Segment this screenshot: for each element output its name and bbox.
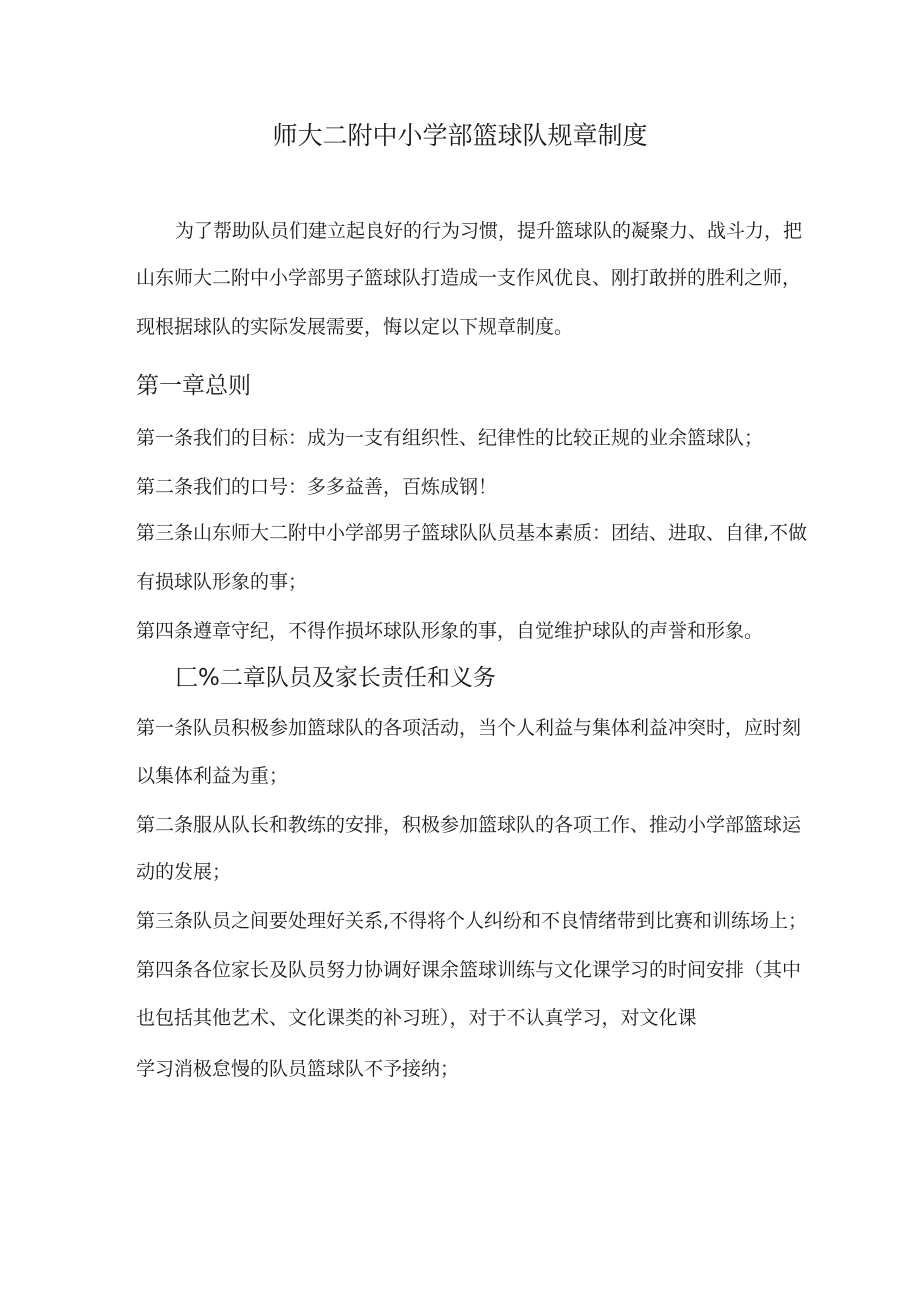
chapter-1-article-3: 第三条山东师大二附中小学部男子篮球队队员基本素质：团结、进取、自律,不做 (136, 522, 808, 544)
chapter-2-article-4: 第四条各位家长及队员努力协调好课余篮球训练与文化课学习的时间安排（其中 (136, 959, 802, 981)
chapter-2-article-1: 第一条队员积极参加篮球队的各项活动，当个人利益与集体利益冲突时，应时刻 (136, 717, 802, 739)
chapter-1-article-1: 第一条我们的目标：成为一支有组织性、纪律性的比较正规的业余篮球队； (136, 427, 764, 449)
intro-line-3: 现根据球队的实际发展需要，悔以定以下规章制度。 (136, 316, 574, 338)
chapter-1-heading: 第一章总则 (136, 373, 251, 399)
chapter-2-article-2-cont: 动的发展； (136, 861, 232, 883)
chapter-2-article-2: 第二条服从队长和教练的安排，积极参加篮球队的各项工作、推动小学部篮球运 (136, 814, 802, 836)
chapter-2-heading: 匚%二章队员及家长责任和义务 (175, 665, 496, 691)
chapter-1-article-4: 第四条遵章守纪，不得作损坏球队形象的事，自觉维护球队的声誉和形象。 (136, 620, 764, 642)
chapter-2-article-1-cont: 以集体利益为重； (136, 765, 289, 787)
chapter-2-article-4-cont: 也包括其他艺术、文化课类的补习班），对于不认真学习，对文化课 (136, 1007, 697, 1029)
intro-line-2: 山东师大二附中小学部男子篮球队打造成一支作风优良、刚打敢拼的胜利之师， (136, 267, 802, 289)
chapter-1-article-2: 第二条我们的口号：多多益善，百炼成钢！ (136, 476, 498, 498)
chapter-1-article-3-cont: 有损球队形象的事； (136, 571, 308, 593)
document-title: 师大二附中小学部篮球队规章制度 (272, 121, 648, 150)
chapter-2-article-3: 第三条队员之间要处理好关系,不得将个人纠纷和不良情绪带到比赛和训练场上； (136, 910, 808, 932)
intro-line-1: 为了帮助队员们建立起良好的行为习惯，提升篮球队的凝聚力、战斗力，把 (175, 220, 803, 242)
chapter-2-article-4-cont-2: 学习消极怠慢的队员篮球队不予接纳； (136, 1058, 460, 1080)
